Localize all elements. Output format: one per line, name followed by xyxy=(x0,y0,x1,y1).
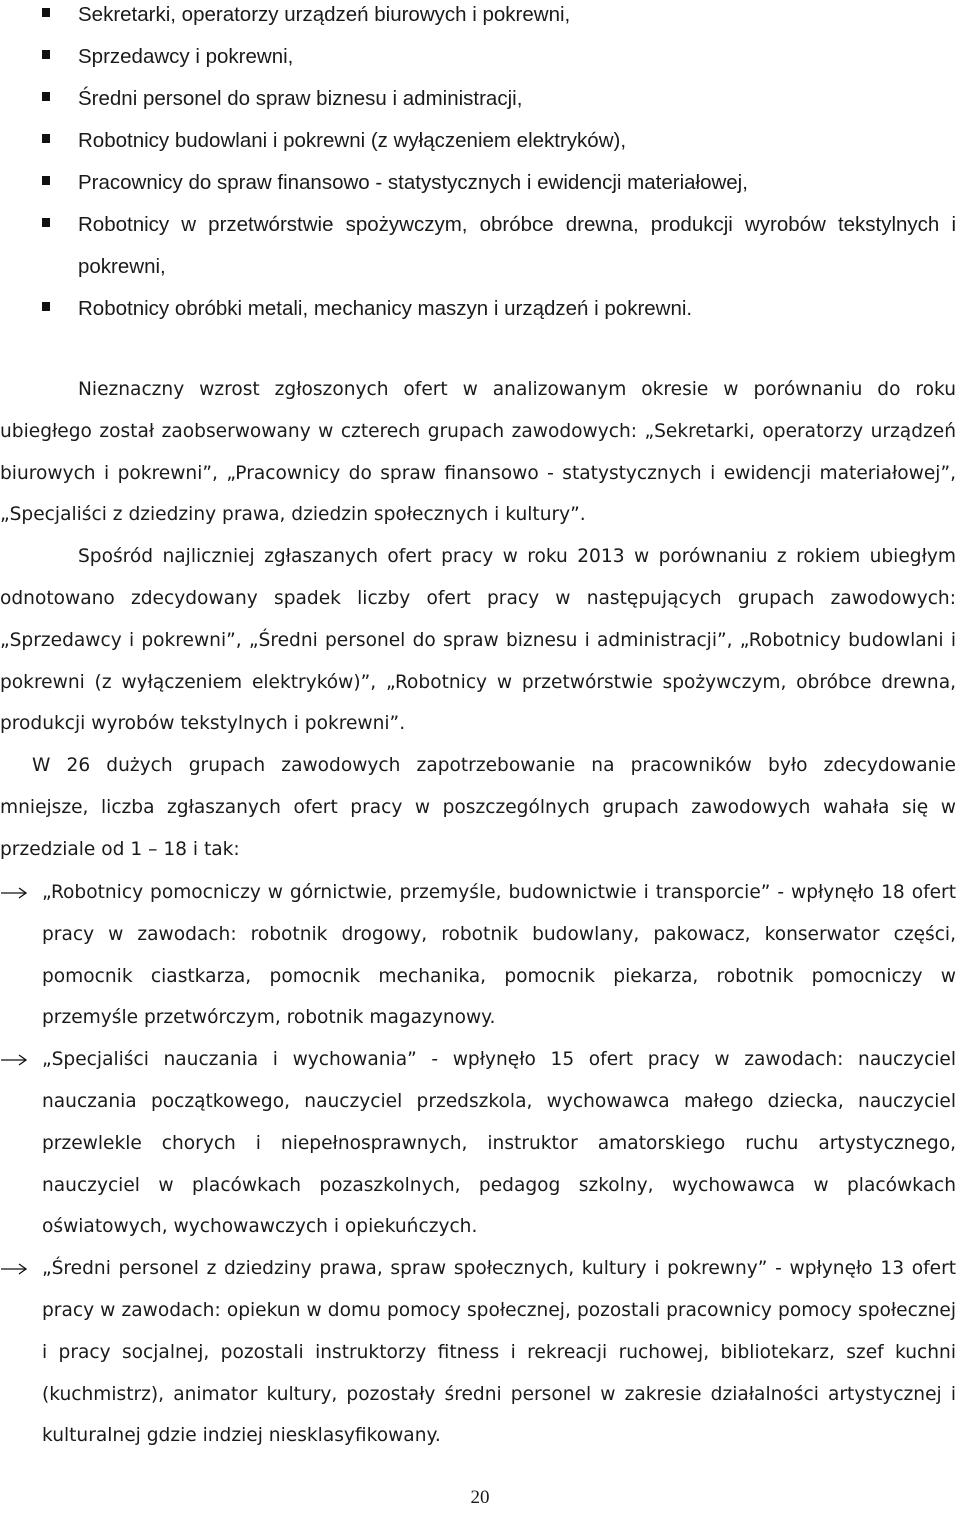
occupation-bullet-list xyxy=(0,0,960,330)
list-item xyxy=(0,872,956,1039)
list-item xyxy=(0,1039,956,1248)
list-item xyxy=(0,1248,956,1457)
list-item xyxy=(0,120,960,162)
square-bullet-icon xyxy=(42,8,50,17)
body-paragraphs xyxy=(0,369,956,871)
square-bullet-icon xyxy=(42,134,50,143)
paragraph: Nieznaczny wzrost zgłoszonych ofert w analizowanym okresie w porównaniu do roku ubiegłego został zaobserwowany w czterech grupach zawodowych: „Sekretarki, operatorzy urządzeń biurowych i pokrewni”, „Pracownicy do spraw finansowo - statystycznych i ewidencji materiałowej”, „Specjaliści z dziedziny prawa, dziedzin społecznych i kultury”. xyxy=(0,379,956,526)
list-item xyxy=(0,36,960,78)
list-item xyxy=(0,0,960,36)
list-item-text: Średni personel do spraw biznesu i administracji, xyxy=(78,87,523,110)
list-item xyxy=(0,288,960,330)
list-item-text: Robotnicy w przetwórstwie spożywczym, obróbce drewna, produkcji wyrobów tekstylnych i pokrewni, xyxy=(78,213,956,278)
square-bullet-icon xyxy=(42,92,50,101)
square-bullet-icon xyxy=(42,50,50,59)
square-bullet-icon xyxy=(42,176,50,185)
list-item-text: „Specjaliści nauczania i wychowania” - wpłynęło 15 ofert pracy w zawodach: nauczyciel nauczania początkowego, nauczyciel przedszkola, wychowawca małego dziecka, nauczyciel przewlekle chorych i niepełnosprawnych, instruktor amatorskiego ruchu artystycznego, nauczyciel w placówkach pozaszkolnych, pedagog szkolny, wychowawca w placówkach oświatowych, wychowawczych i opiekuńczych. xyxy=(42,1049,956,1238)
list-item-text: Robotnicy obróbki metali, mechanicy maszyn i urządzeń i pokrewni. xyxy=(78,297,693,320)
arrow-right-icon xyxy=(0,1039,28,1081)
list-item-text: Sekretarki, operatorzy urządzeń biurowych i pokrewni, xyxy=(78,3,571,26)
list-item xyxy=(0,162,960,204)
list-item-text: Robotnicy budowlani i pokrewni (z wyłączeniem elektryków), xyxy=(78,129,627,152)
list-item-text: Sprzedawcy i pokrewni, xyxy=(78,45,294,68)
page-number: 20 xyxy=(470,1487,490,1508)
arrow-right-icon xyxy=(0,872,28,914)
list-item xyxy=(0,204,960,288)
list-item-text: Pracownicy do spraw finansowo - statystycznych i ewidencji materiałowej, xyxy=(78,171,748,194)
arrow-right-icon xyxy=(0,1248,28,1290)
square-bullet-icon xyxy=(42,302,50,311)
list-item-text: „Robotnicy pomocniczy w górnictwie, przemyśle, budownictwie i transporcie” - wpłynęło 18 ofert pracy w zawodach: robotnik drogowy, robotnik budowlany, pakowacz, konserwator części, pomocnik ciastkarza, pomocnik mechanika, pomocnik piekarza, robotnik pomocniczy w przemyśle przetwórczym, robotnik magazynowy. xyxy=(42,882,956,1029)
occupation-group-list xyxy=(0,872,956,1457)
list-item xyxy=(0,78,960,120)
paragraph: W 26 dużych grupach zawodowych zapotrzebowanie na pracowników było zdecydowanie mniejsze, liczba zgłaszanych ofert pracy w poszczególnych grupach zawodowych wahała się w przedziale od 1 – 18 i tak: xyxy=(0,755,956,860)
paragraph: Spośród najliczniej zgłaszanych ofert pracy w roku 2013 w porównaniu z rokiem ubiegłym odnotowano zdecydowany spadek liczby ofert pracy w następujących grupach zawodowych: „Sprzedawcy i pokrewni”, „Średni personel do spraw biznesu i administracji”, „Robotnicy budowlani i pokrewni (z wyłączeniem elektryków)”, „Robotnicy w przetwórstwie spożywczym, obróbce drewna, produkcji wyrobów tekstylnych i pokrewni”. xyxy=(0,546,956,735)
square-bullet-icon xyxy=(42,218,50,227)
list-item-text: „Średni personel z dziedziny prawa, spraw społecznych, kultury i pokrewny” - wpłynęło 13 ofert pracy w zawodach: opiekun w domu pomocy społecznej, pozostali pracownicy pomocy społecznej i pracy socjalnej, pozostali instruktorzy fitness i rekreacji ruchowej, bibliotekarz, szef kuchni (kuchmistrz), animator kultury, pozostały średni personel w zakresie działalności artystycznej i kulturalnej gdzie indziej niesklasyfikowany. xyxy=(42,1258,956,1447)
